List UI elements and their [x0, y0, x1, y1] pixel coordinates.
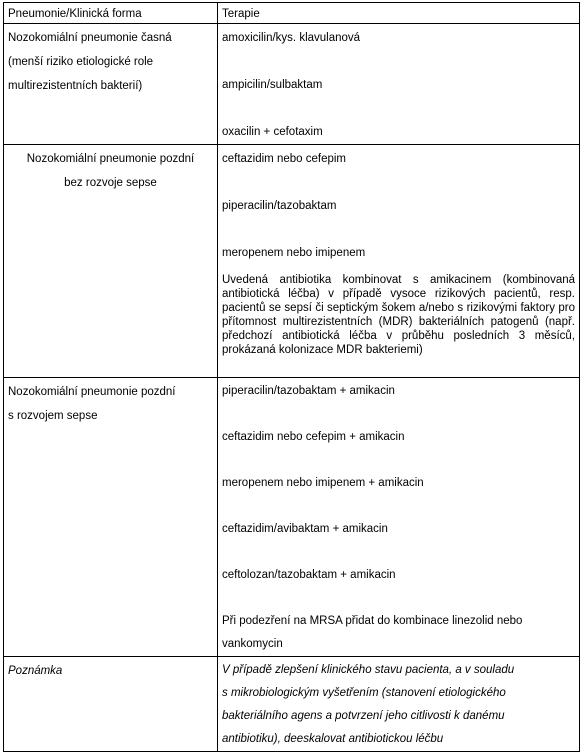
table-row	[4, 24, 580, 145]
therapy-cell	[218, 24, 580, 145]
table-row	[4, 378, 580, 657]
form-line: bez rozvoje sepse	[64, 177, 157, 189]
form-cell	[4, 145, 218, 378]
note-line: bakteriálního agens a potvrzení jeho citlivosti k danému	[222, 710, 505, 722]
therapy-item: meropenem nebo imipenem	[222, 247, 366, 259]
note-line: antibiotiku), deeskalovat antibiotickou léčbu	[222, 733, 444, 745]
therapy-table	[3, 2, 580, 752]
form-cell	[4, 657, 218, 752]
therapy-cell	[218, 145, 580, 378]
therapy-item: oxacilin + cefotaxim	[222, 126, 323, 138]
mrsa-note-line: vankomycin	[222, 638, 283, 650]
form-cell	[4, 24, 218, 145]
form-line: Nozokomiální pneumonie pozdní	[8, 386, 176, 398]
header-therapy: Terapie	[218, 3, 580, 24]
note-line: V případě zlepšení klinického stavu pacienta, a v souladu	[222, 664, 515, 676]
form-cell	[4, 378, 218, 657]
form-line: Nozokomiální pneumonie pozdní	[26, 153, 195, 165]
form-line: Nozokomiální pneumonie časná	[8, 32, 172, 44]
mrsa-note-line: Při podezření na MRSA přidat do kombinace linezolid nebo	[222, 615, 523, 627]
header-form: Pneumonie/Klinická forma	[4, 3, 218, 24]
combination-note: Uvedená antibiotika kombinovat s amikacinem (kombinovaná antibiotická léčba) v případě vysoce rizikových pacientů, resp. pacientů se sepsí či septickým šokem a/nebo s rizikovými faktory pro přítomnost multirezistentních (MDR) bakteriálních patogenů (např. předchozí antibiotická léčba v průběhu posledních 3 měsíců, prokázaná kolonizace MDR bakteriemi)	[222, 274, 575, 356]
therapy-item: piperacilin/tazobaktam	[222, 200, 337, 212]
form-line: s rozvojem sepse	[8, 410, 98, 422]
therapy-item: piperacilin/tazobaktam + amikacin	[222, 385, 395, 397]
therapy-cell	[218, 378, 580, 657]
therapy-item: amoxicilin/kys. klavulanová	[222, 32, 361, 44]
table-header-row	[4, 3, 580, 24]
table-row	[4, 145, 580, 378]
therapy-item: ceftolozan/tazobaktam + amikacin	[222, 569, 396, 581]
form-line: multirezistentních bakterií)	[8, 80, 143, 92]
table-row	[4, 657, 580, 752]
therapy-item: ceftazidim nebo cefepim	[222, 153, 347, 165]
therapy-item: meropenem nebo imipenem + amikacin	[222, 477, 424, 489]
note-line: s mikrobiologickým vyšetřením (stanovení etiologického	[222, 687, 506, 699]
therapy-cell	[218, 657, 580, 752]
therapy-item: ceftazidim nebo cefepim + amikacin	[222, 431, 405, 443]
form-line: (menší riziko etiologické role	[8, 56, 154, 68]
note-label: Poznámka	[8, 665, 63, 677]
therapy-item: ceftazidim/avibaktam + amikacin	[222, 523, 388, 535]
therapy-item: ampicilin/sulbaktam	[222, 79, 323, 91]
